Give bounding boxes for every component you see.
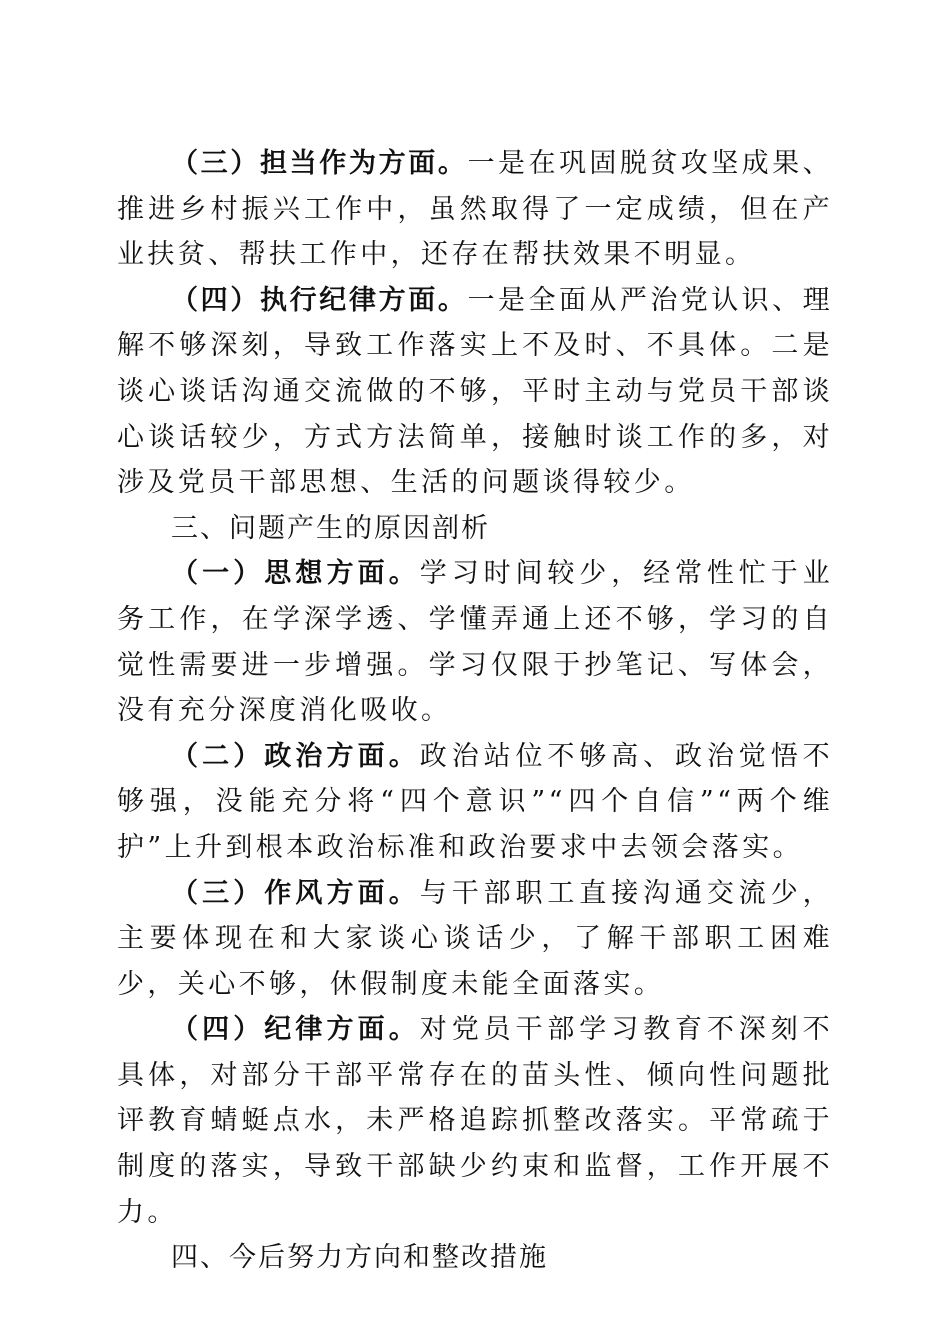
paragraph-lead: （二）政治方面。 <box>171 740 420 772</box>
paragraph-politics <box>117 734 833 871</box>
paragraph-discipline <box>117 1007 833 1235</box>
paragraph-work-style <box>117 871 833 1008</box>
paragraph-lead: （四）执行纪律方面。 <box>171 284 468 316</box>
paragraph-body: 对党员干部学习教育不深刻不具体，对部分干部平常存在的苗头性、倾向性问题批评教育蜻蜓点水，未严格追踪抓整改落实。平常疏于制度的落实，导致干部缺少约束和监督，工作开展不力。 <box>117 1014 833 1228</box>
paragraph-lead: （三）担当作为方面。 <box>171 148 468 179</box>
paragraph-body: 与干部职工直接沟通交流少，主要体现在和大家谈心谈话少，了解干部职工困难少，关心不够，休假制度未能全面落实。 <box>117 877 833 1000</box>
paragraph-body: 学习时间较少，经常性忙于业务工作，在学深学透、学懂弄通上还不够，学习的自觉性需要进一步增强。学习仅限于抄笔记、写体会，没有充分深度消化吸收。 <box>117 558 833 727</box>
paragraph-lead: （三）作风方面。 <box>171 877 420 909</box>
paragraph-lead: （一）思想方面。 <box>171 558 420 590</box>
section-heading-rectification: 四、今后努力方向和整改措施 <box>171 1242 548 1274</box>
paragraph-body: 政治站位不够高、政治觉悟不够强，没能充分将“四个意识”“四个自信”“两个维护”上升到根本政治标准和政治要求中去领会落实。 <box>117 740 833 863</box>
paragraph-responsibility <box>117 141 833 278</box>
paragraph-body: 一是在巩固脱贫攻坚成果、推进乡村振兴工作中，虽然取得了一定成绩，但在产业扶贫、帮扶工作中，还存在帮扶效果不明显。 <box>117 148 833 271</box>
paragraph-body: 一是全面从严治党认识、理解不够深刻，导致工作落实上不及时、不具体。二是谈心谈话沟通交流做的不够，平时主动与党员干部谈心谈话较少，方式方法简单，接触时谈工作的多，对涉及党员干部思想、生活的问题谈得较少。 <box>117 284 833 499</box>
paragraph-discipline-execution <box>117 278 833 506</box>
document-page <box>117 141 833 1281</box>
paragraph-lead: （四）纪律方面。 <box>171 1014 420 1046</box>
section-heading-cause-analysis: 三、问题产生的原因剖析 <box>171 512 490 544</box>
paragraph-thought <box>117 551 833 733</box>
